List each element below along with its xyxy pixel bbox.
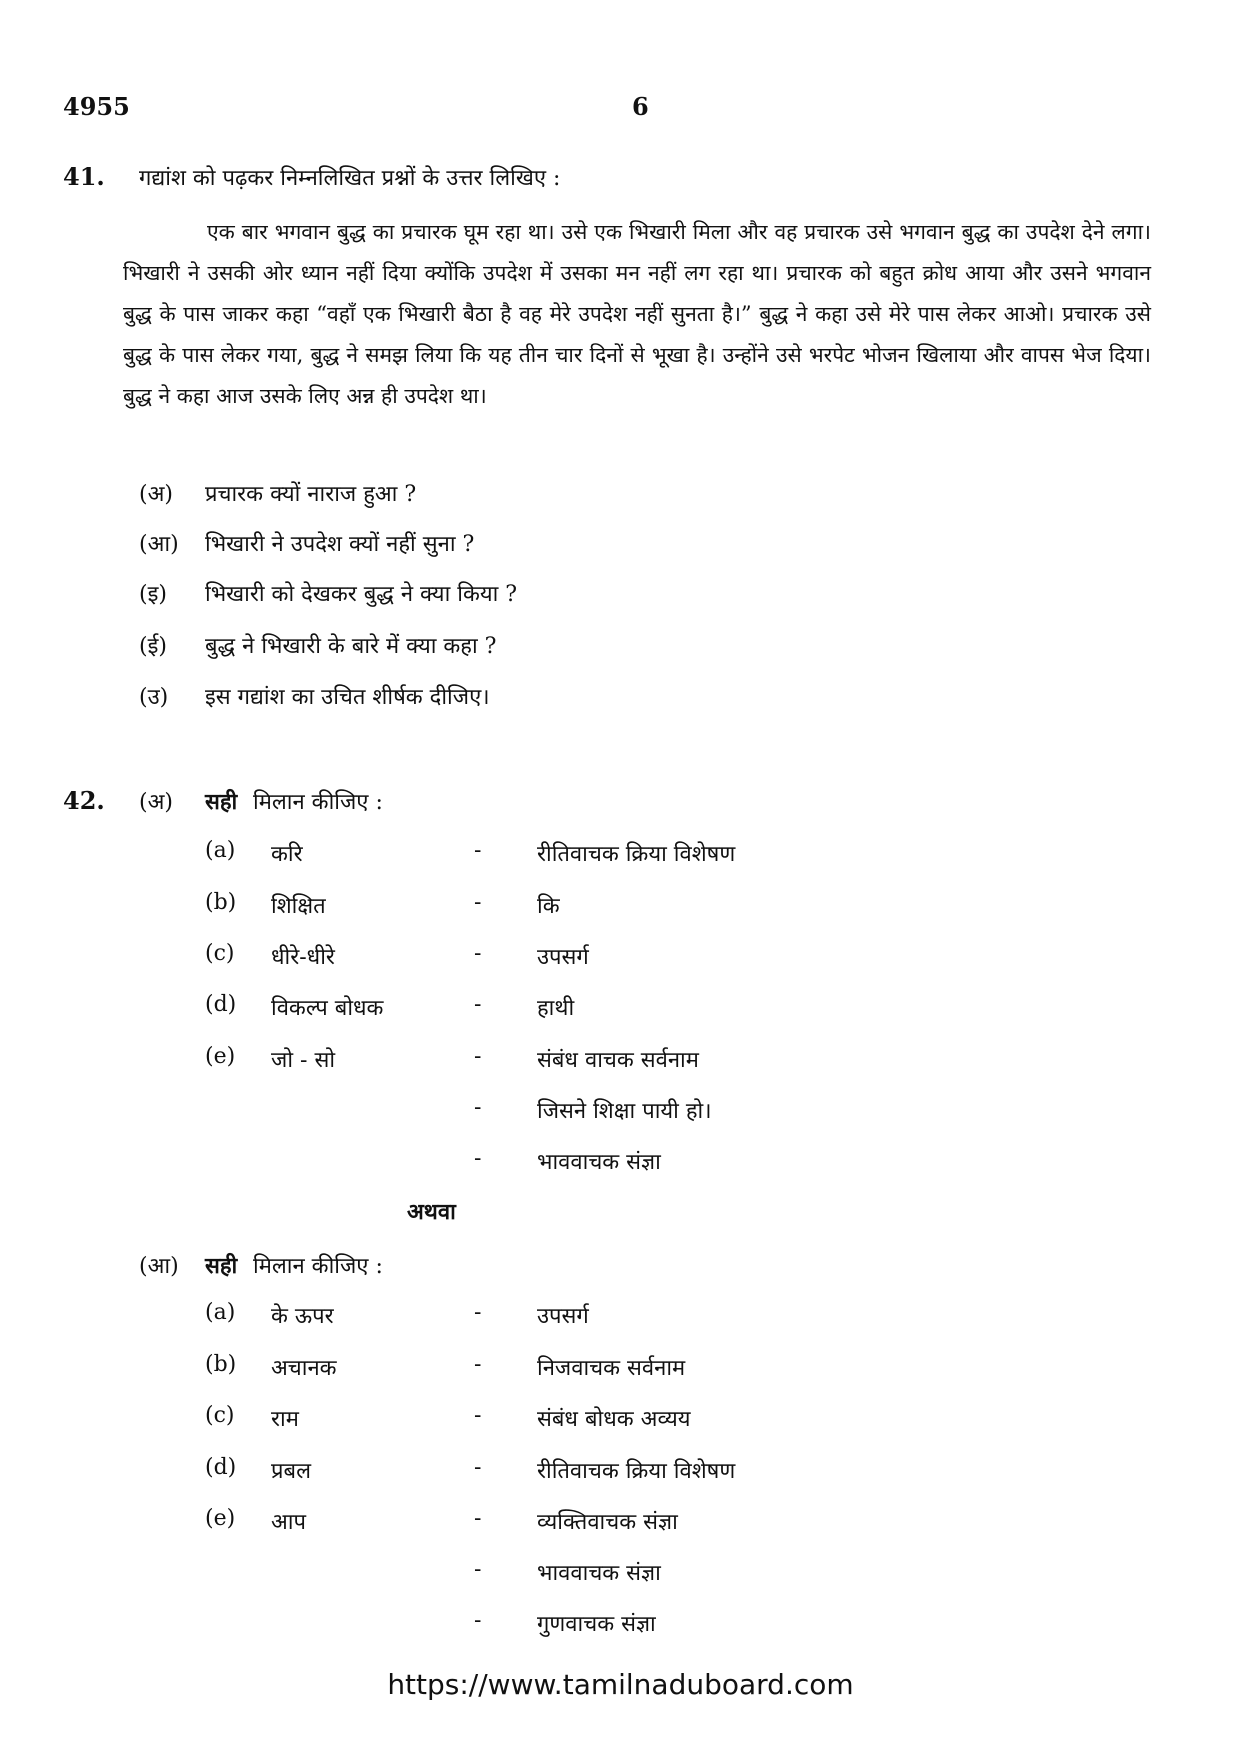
q41-sub-label: (अ) (139, 482, 173, 507)
match-dash: - (474, 1455, 482, 1480)
match-term: धीरे-धीरे (271, 945, 335, 970)
match-letter: (b) (205, 890, 237, 915)
match-option: गुणवाचक संज्ञा (537, 1612, 656, 1637)
match-dash: - (474, 1352, 482, 1377)
match-option: भाववाचक संज्ञा (537, 1150, 661, 1175)
q41-sub-question: इस गद्यांश का उचित शीर्षक दीजिए। (205, 685, 490, 710)
match-dash: - (474, 1506, 482, 1531)
q41-sub-label: (आ) (139, 532, 179, 557)
question-42-number: 42. (63, 786, 105, 815)
q41-sub-label: (ई) (139, 634, 167, 659)
page-number: 6 (632, 92, 649, 121)
q41-sub-label: (इ) (139, 582, 167, 607)
match-option: संबंध बोधक अव्यय (537, 1407, 691, 1432)
match-letter: (d) (205, 1455, 237, 1480)
match-letter: (c) (205, 941, 235, 966)
match-option: जिसने शिक्षा पायी हो। (537, 1099, 712, 1124)
question-41-number: 41. (63, 162, 105, 191)
q42-part-b-instruction: मिलान कीजिए : (253, 1254, 383, 1279)
paper-code: 4955 (63, 92, 130, 121)
or-separator: अथवा (407, 1199, 456, 1225)
q41-sub-label: (उ) (139, 685, 169, 710)
match-letter: (a) (205, 1300, 236, 1325)
match-option: व्यक्तिवाचक संज्ञा (537, 1510, 678, 1535)
match-term: करि (271, 842, 303, 867)
match-letter: (b) (205, 1352, 237, 1377)
match-letter: (c) (205, 1403, 235, 1428)
q42-part-b-label: (आ) (139, 1254, 179, 1279)
q42-part-a-instruction: मिलान कीजिए : (253, 790, 383, 815)
match-letter: (e) (205, 1506, 236, 1531)
match-letter: (e) (205, 1044, 236, 1069)
match-dash: - (474, 941, 482, 966)
match-term: अचानक (271, 1356, 337, 1381)
q42-part-b-bold-word: सही (205, 1253, 238, 1279)
match-term: राम (271, 1407, 299, 1432)
match-letter: (d) (205, 992, 237, 1017)
match-term: आप (271, 1510, 306, 1535)
match-option: संबंध वाचक सर्वनाम (537, 1048, 699, 1073)
match-option: हाथी (537, 996, 575, 1021)
footer-url: https://www.tamilnaduboard.com (387, 1668, 854, 1701)
match-dash: - (474, 1044, 482, 1069)
match-term: के ऊपर (271, 1304, 334, 1329)
match-term: जो - सो (271, 1048, 336, 1073)
q41-sub-question: प्रचारक क्यों नाराज हुआ ? (205, 482, 417, 507)
match-dash: - (474, 992, 482, 1017)
match-option: उपसर्ग (537, 1304, 589, 1329)
q41-sub-question: बुद्ध ने भिखारी के बारे में क्या कहा ? (205, 634, 497, 659)
match-option: रीतिवाचक क्रिया विशेषण (537, 842, 736, 867)
match-option: भाववाचक संज्ञा (537, 1561, 661, 1586)
q42-part-a-label: (अ) (139, 790, 173, 815)
q41-sub-question: भिखारी ने उपदेश क्यों नहीं सुना ? (205, 532, 475, 557)
match-term: प्रबल (271, 1459, 311, 1484)
match-dash: - (474, 1146, 482, 1171)
match-dash: - (474, 1608, 482, 1633)
match-dash: - (474, 1557, 482, 1582)
match-option: रीतिवाचक क्रिया विशेषण (537, 1459, 736, 1484)
match-dash: - (474, 1095, 482, 1120)
q41-sub-question: भिखारी को देखकर बुद्ध ने क्या किया ? (205, 582, 518, 607)
match-letter: (a) (205, 838, 236, 863)
match-term: शिक्षित (271, 894, 326, 919)
match-dash: - (474, 1403, 482, 1428)
q42-part-a-bold-word: सही (205, 789, 238, 815)
match-dash: - (474, 1300, 482, 1325)
match-term: विकल्प बोधक (271, 996, 384, 1021)
match-option: निजवाचक सर्वनाम (537, 1356, 686, 1381)
match-option: कि (537, 894, 560, 919)
match-option: उपसर्ग (537, 945, 589, 970)
question-41-instruction: गद्यांश को पढ़कर निम्नलिखित प्रश्नों के उत्तर लिखिए : (139, 166, 561, 191)
match-dash: - (474, 890, 482, 915)
match-dash: - (474, 838, 482, 863)
question-41-passage: एक बार भगवान बुद्ध का प्रचारक घूम रहा था। उसे एक भिखारी मिला और वह प्रचारक उसे भगवान बुद्ध का उपदेश देने लगा। भिखारी ने उसकी ओर ध्यान नहीं दिया क्योंकि उपदेश में उसका मन नहीं लग रहा था। प्रचारक को बहुत क्रोध आया और उसने भगवान बुद्ध के पास जाकर कहा “वहाँ एक भिखारी बैठा है वह मेरे उपदेश नहीं सुनता है।” बुद्ध ने कहा उसे मेरे पास लेकर आओ। प्रचारक उसे बुद्ध के पास लेकर गया, बुद्ध ने समझ लिया कि यह तीन चार दिनों से भूखा है। उन्होंने उसे भरपेट भोजन खिलाया और वापस भेज दिया। बुद्ध ने कहा आज उसके लिए अन्न ही उपदेश था। (123, 220, 1151, 408)
